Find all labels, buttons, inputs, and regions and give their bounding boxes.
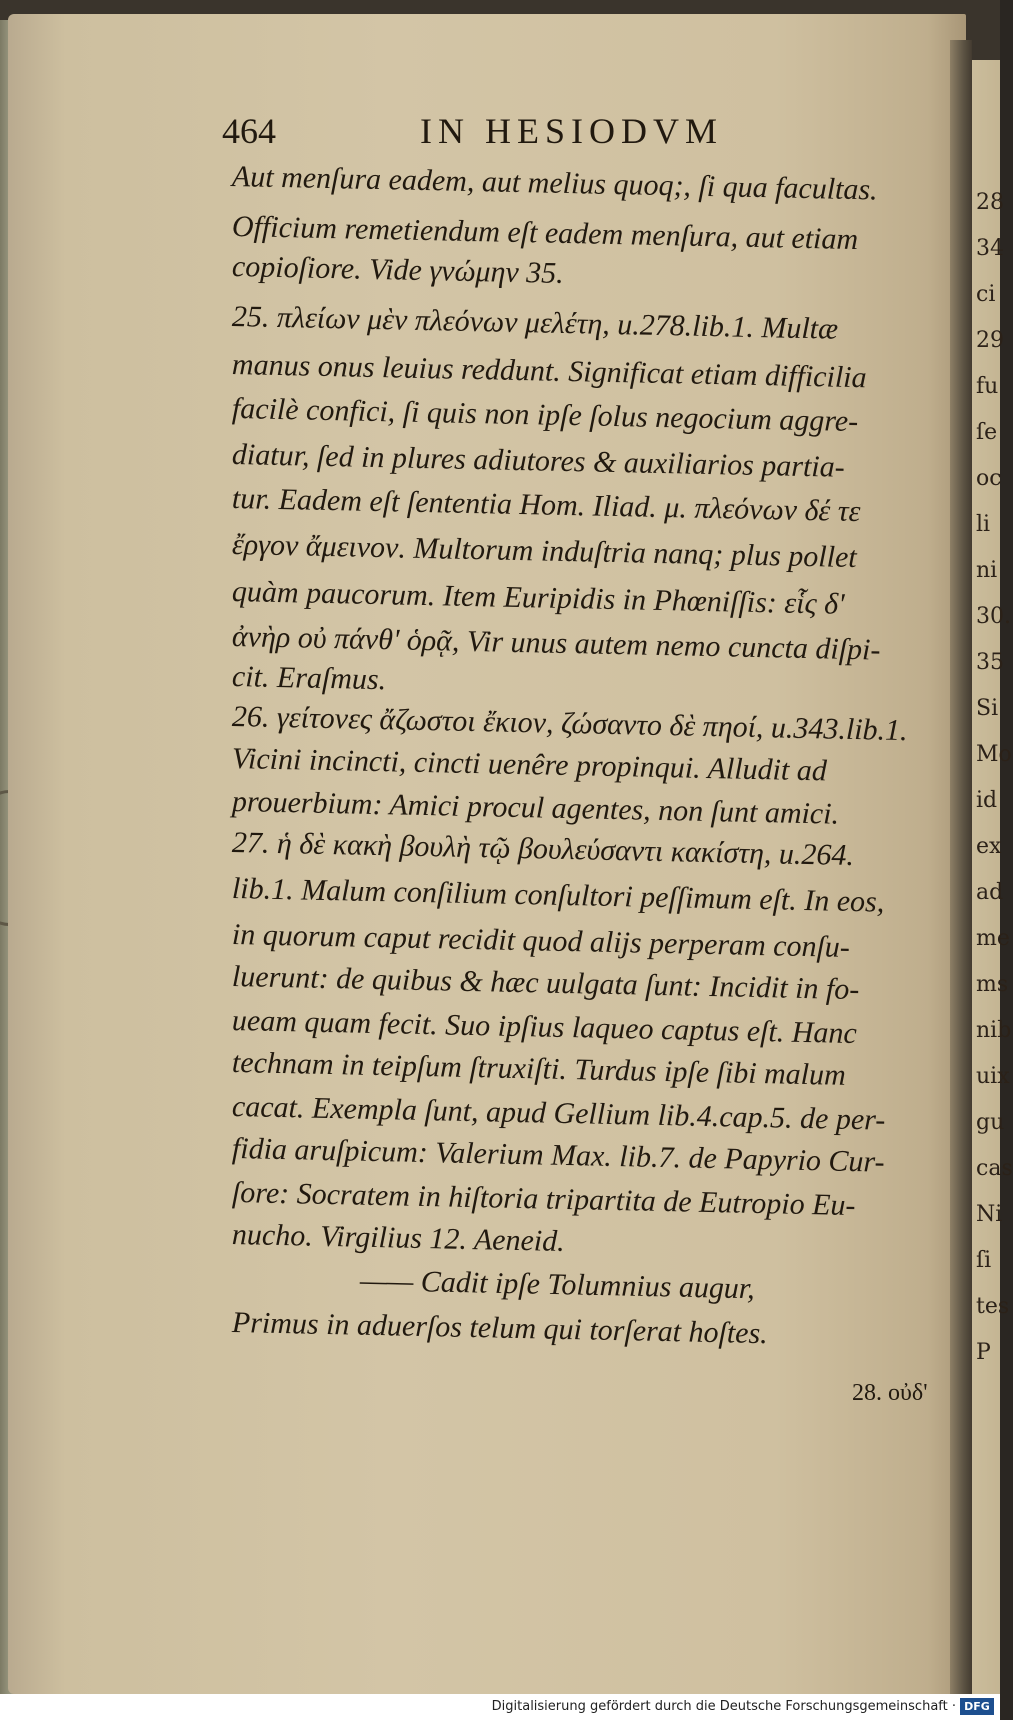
text-line: 27. ἡ δὲ κακὴ βουλὴ τῷ βουλεύσαντι κακίστη, u.264. bbox=[231, 826, 855, 873]
text-line: tur. Eadem eſt ſententia Hom. Iliad. μ. πλεόνων δέ τε bbox=[231, 482, 861, 529]
digitization-credit: Digitalisierung gefördert durch die Deutsche Forschungsgemeinschaft · bbox=[491, 1699, 956, 1714]
text-line: technam in teipſum ſtruxiſti. Turdus ipſe ſibi malum bbox=[231, 1046, 847, 1092]
text-line: Primus in aduerſos telum qui torſerat hoſtes. bbox=[231, 1306, 769, 1351]
facing-page-fragment: Si bbox=[976, 696, 999, 721]
text-line: ἀνὴρ οὐ πάνθ' ὁρᾷ, Vir unus autem nemo cuncta diſpi- bbox=[231, 620, 881, 667]
running-title: IN HESIODVM bbox=[420, 111, 723, 151]
text-line: lib.1. Malum conſilium conſultori peſſimum eſt. In eos, bbox=[231, 872, 885, 919]
catchword: 28. οὐδ' bbox=[852, 1380, 928, 1406]
facing-page-fragment: me bbox=[976, 926, 1010, 951]
text-line: copioſiore. Vide γνώμην 35. bbox=[231, 250, 565, 290]
facing-page-fragment: gu bbox=[976, 1110, 1005, 1135]
text-line: fidia aruſpicum: Valerium Max. lib.7. de Papyrio Cur- bbox=[231, 1132, 885, 1179]
facing-page-fragment: fu bbox=[976, 374, 999, 399]
page-header bbox=[0, 110, 958, 160]
text-line: quàm paucorum. Item Euripidis in Phœniſſis: εἷς δ' bbox=[231, 575, 845, 621]
text-line: Aut menſura eadem, aut melius quoq;, ſi qua facultas. bbox=[231, 160, 878, 207]
facing-page-fragment: 34 bbox=[976, 236, 1004, 261]
page-gutter bbox=[950, 40, 972, 1700]
text-line: in quorum caput recidit quod alijs perperam conſu- bbox=[231, 918, 851, 964]
text-line: nucho. Virgilius 12. Aeneid. bbox=[231, 1218, 566, 1258]
text-line: ſore: Socratem in hiſtoria tripartita de Eutropio Eu- bbox=[231, 1176, 856, 1223]
facing-page-fragment: id bbox=[976, 788, 998, 813]
facing-page-fragment: cas bbox=[976, 1156, 1013, 1181]
facing-page-fragment: uix bbox=[976, 1064, 1010, 1089]
facing-page-fragment: nib bbox=[976, 1018, 1012, 1043]
facing-page-fragment: ad bbox=[976, 880, 1004, 905]
text-line: 26. γείτονες ἄζωστοι ἔκιον, ζώσαντο δὲ πηοί, u.343.lib.1. bbox=[231, 700, 908, 748]
facing-page-fragment: ex bbox=[976, 834, 1002, 859]
text-line: Vicini incincti, cincti uenêre propinqui. Alludit ad bbox=[231, 742, 828, 788]
facing-page-fragment: P bbox=[976, 1340, 991, 1365]
digitization-footer bbox=[0, 1694, 1000, 1720]
facing-page-fragment: Ni bbox=[976, 1202, 1003, 1227]
text-line: ueam quam fecit. Suo ipſius laqueo captus eſt. Hanc bbox=[231, 1004, 858, 1051]
dfg-logo: DFG bbox=[960, 1698, 994, 1715]
facing-page-fragment: tes bbox=[976, 1294, 1010, 1319]
text-line: 25. πλείων μὲν πλεόνων μελέτη, u.278.lib.1. Multæ bbox=[231, 300, 839, 346]
text-line: —— Cadit ipſe Tolumnius augur, bbox=[359, 1264, 756, 1306]
facing-page-fragment: li bbox=[976, 512, 991, 537]
facing-page-fragment: 30. bbox=[976, 604, 1011, 629]
facing-page-fragment: ni bbox=[976, 558, 998, 583]
facing-page-fragment: ms bbox=[976, 972, 1009, 997]
facing-page-fragment: oc bbox=[976, 466, 1002, 491]
text-line: prouerbium: Amici procul agentes, non ſunt amici. bbox=[231, 785, 840, 831]
text-line: cit. Eraſmus. bbox=[231, 660, 387, 697]
text-line: diatur, ſed in plures adiutores & auxiliarios partia- bbox=[231, 438, 846, 484]
facing-page-fragment: 29 bbox=[976, 328, 1004, 353]
facing-page-edge bbox=[972, 60, 1013, 1700]
text-line: cacat. Exempla ſunt, apud Gellium lib.4.cap.5. de per- bbox=[231, 1090, 886, 1137]
text-line: manus onus leuius reddunt. Significat etiam difficilia bbox=[231, 348, 867, 395]
text-line: facilè confici, ſi quis non ipſe ſolus negocium aggre- bbox=[231, 392, 859, 439]
text-line: ἔργον ἄμεινον. Multorum induſtria nanq; plus pollet bbox=[231, 528, 858, 575]
text-line: Officium remetiendum eſt eadem menſura, aut etiam bbox=[231, 210, 859, 257]
facing-page-fragment: Mo bbox=[976, 742, 1012, 767]
facing-page-fragment: ſi bbox=[976, 1248, 992, 1273]
facing-page-fragment: ſe bbox=[976, 420, 998, 445]
facing-page-fragment: ci bbox=[976, 282, 996, 307]
facing-page-fragment: 28 bbox=[976, 190, 1004, 215]
page-number: 464 bbox=[222, 111, 276, 151]
text-line: luerunt: de quibus & hæc uulgata ſunt: Incidit in fo- bbox=[231, 960, 860, 1007]
facing-page-fragment: 35 bbox=[976, 650, 1004, 675]
